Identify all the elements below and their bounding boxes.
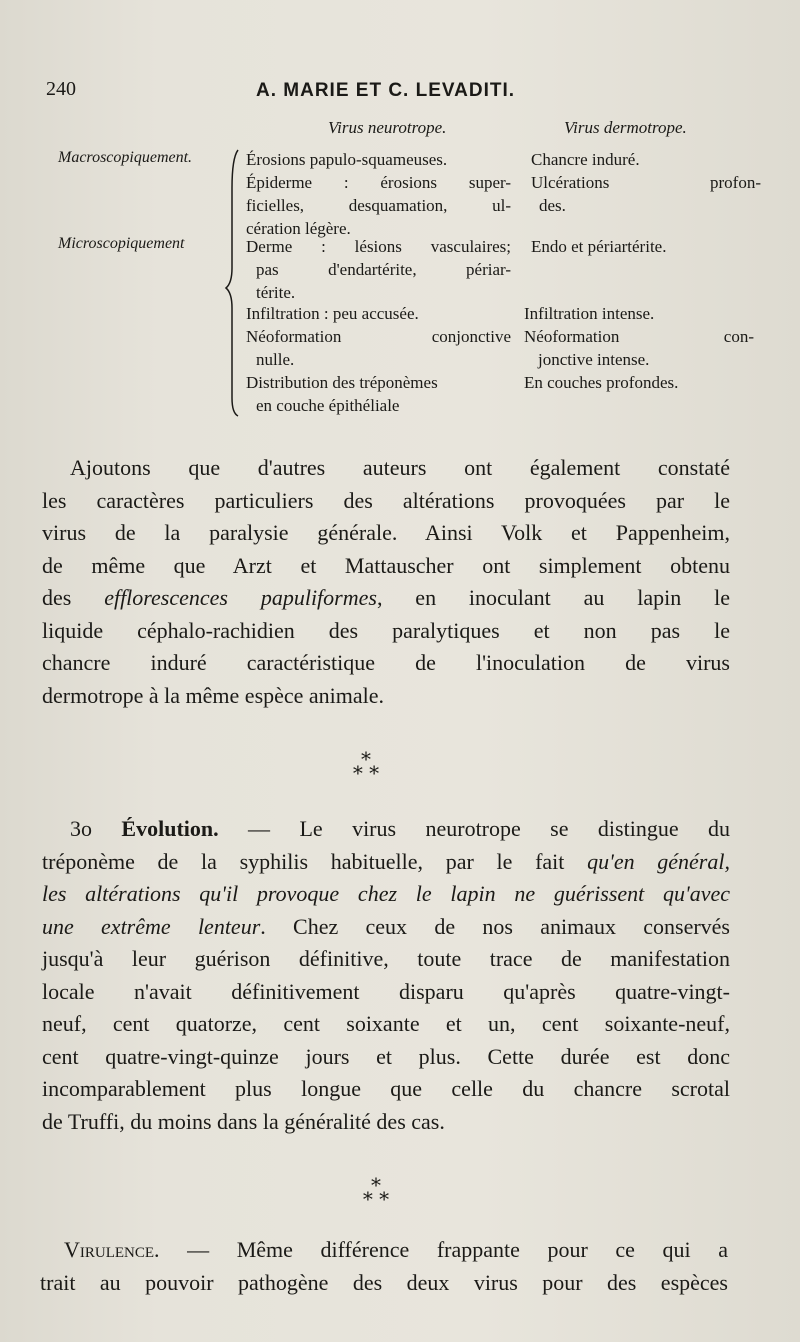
micro-derme-neurotrope: Derme : lésions vasculaires; pas d'endartérite, périar- térite. <box>246 237 511 302</box>
micro-derme-dermotrope: Endo et périartérite. <box>531 237 667 256</box>
macro-dermotrope: Chancre induré. <box>531 150 640 169</box>
page-header <box>46 78 766 108</box>
virulence-heading: Virulence. <box>64 1237 160 1262</box>
running-head: A. MARIE ET C. LEVADITI. <box>256 80 516 101</box>
micro-distribution-neurotrope: Distribution des tréponèmes en couche épithéliale <box>246 373 438 415</box>
section-virulence: Virulence. — Même différence frappante pour ce qui a trait au pouvoir pathogène des deux virus pour des espèces <box>40 1237 728 1295</box>
column-header-neurotrope: Virus neurotrope. <box>328 118 447 137</box>
section-evolution: 3o Évolution. — Le virus neurotrope se distingue du tréponème de la syphilis habituelle, par le fait qu'en général, les altérations qu'il provoque chez le lapin ne guérissent qu'avec une extrême lenteur. Chez ceux de nos animaux conservés jusqu'à leur guérison définitive, toute trace de manifestation locale n'avait définitivement disparu qu'après quatre-vingt- neuf, cent quatorze, cent soixante et un, cent soixante-neuf, cent quatre-vingt-quinze jours et plus. Cette durée est donc incomparablement plus longue que celle du chancre scrotal de Truffi, du moins dans la généralité des cas. <box>42 816 730 1134</box>
micro-neoformation-neurotrope: Néoformation conjonctive nulle. <box>246 327 511 369</box>
micro-neoformation-dermotrope: Néoformation con- jonctive intense. <box>524 327 754 369</box>
micro-epiderme-neurotrope: Épiderme : érosions super- ficielles, desquamation, ul- cération légère. <box>246 173 511 238</box>
page-number: 240 <box>46 78 76 100</box>
comparison-table <box>46 118 761 418</box>
section-heading: Évolution. <box>121 816 219 841</box>
row-label-macroscopic: Macroscopiquement. <box>58 149 193 166</box>
micro-infiltration-dermotrope: Infiltration intense. <box>524 304 655 323</box>
paragraph-line-efflorescences: des efflorescences papuliformes, en inoculant au lapin le <box>42 585 731 610</box>
table-brace <box>224 148 244 418</box>
macro-neurotrope: Érosions papulo-squameuses. <box>246 150 448 169</box>
column-header-dermotrope: Virus dermotrope. <box>564 118 687 137</box>
paragraph-other-authors: Ajoutons que d'autres auteurs ont également constaté les caractères particuliers des altérations provoquées par le virus de la paralysie générale. Ainsi Volk et Pappenheim, de même que Arzt et Mattauscher ont simplement obtenu des efflorescences papuliformes, en inoculant au lapin le liquide céphalo-rachidien des paralytiques et non pas le chancre induré caractéristique de l'inoculation de virus dermotrope à la même espèce animale. <box>42 455 731 708</box>
section-number: 3o <box>70 816 122 841</box>
micro-epiderme-dermotrope: Ulcérations profon- des. <box>531 173 761 215</box>
micro-distribution-dermotrope: En couches profondes. <box>524 373 679 392</box>
row-label-microscopic: Microscopiquement <box>58 235 185 252</box>
micro-infiltration-neurotrope: Infiltration : peu accusée. <box>246 304 419 323</box>
section-separator-stars-2: * * * <box>362 1173 390 1211</box>
section-separator-stars: * * * <box>352 747 380 785</box>
